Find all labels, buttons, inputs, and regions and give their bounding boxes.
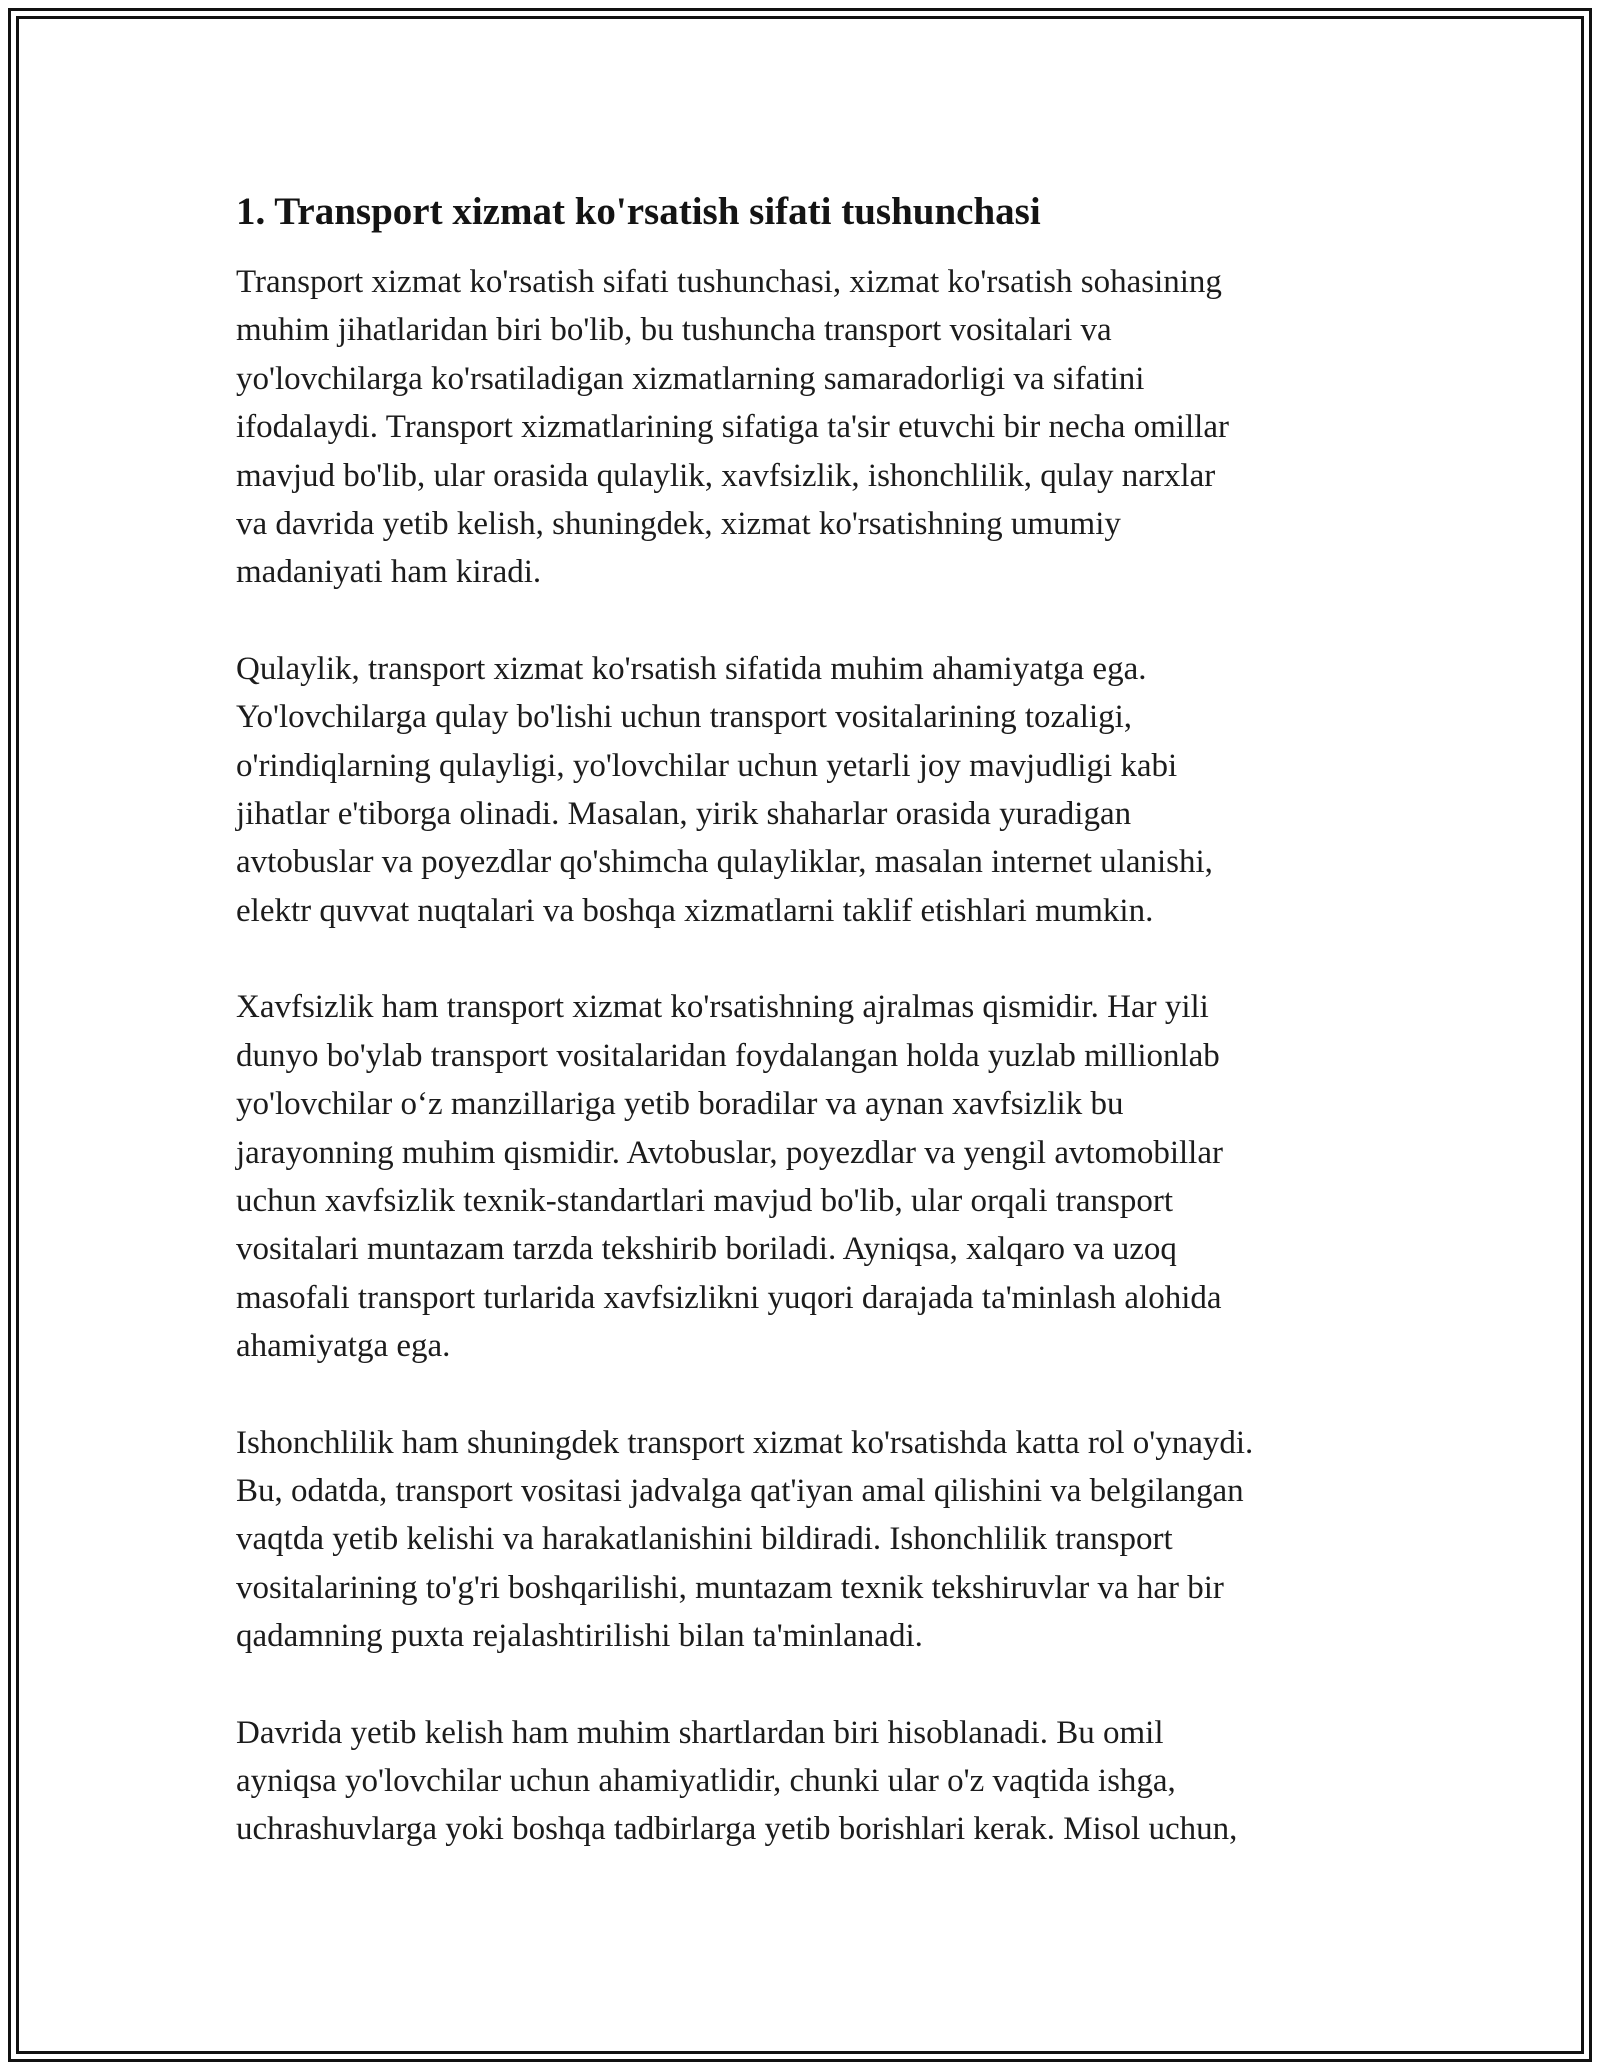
text-line: avtobuslar va poyezdlar qo'shimcha qulayliklar, masalan internet ulanishi, (236, 844, 1213, 881)
text-line: masofali transport turlarida xavfsizlikni yuqori darajada ta'minlash alohida (236, 1279, 1222, 1316)
text-line: muhim jihatlaridan biri bo'lib, bu tushuncha transport vositalari va (236, 312, 1112, 349)
text-line: Transport xizmat ko'rsatish sifati tushunchasi, xizmat ko'rsatish sohasining (236, 264, 1222, 300)
paragraph-punctuality (236, 1709, 1426, 1854)
text-line: ahamiyatga ega. (236, 1328, 451, 1365)
text-line: o'rindiqlarning qulayligi, yo'lovchilar uchun yetarli joy mavjudligi kabi (236, 747, 1178, 784)
section-heading: 1. Transport xizmat ko'rsatish sifati tushunchasi (236, 190, 1041, 233)
text-line: mavjud bo'lib, ular orasida qulaylik, xavfsizlik, ishonchlilik, qulay narxlar (236, 457, 1216, 494)
text-line: Qulaylik, transport xizmat ko'rsatish sifatida muhim ahamiyatga ega. (236, 650, 1147, 687)
text-line: uchrashuvlarga yoki boshqa tadbirlarga yetib borishlari kerak. Misol uchun, (236, 1811, 1238, 1848)
text-line: vaqtda yetib kelishi va harakatlanishini bildiradi. Ishonchlilik transport (236, 1521, 1173, 1558)
text-line: elektr quvvat nuqtalari va boshqa xizmatlarni taklif etishlari mumkin. (236, 892, 1154, 929)
text-line: uchun xavfsizlik texnik-standartlari mavjud bo'lib, ular orqali transport (236, 1182, 1174, 1219)
text-line: vositalarining to'g'ri boshqarilishi, muntazam texnik tekshiruvlar va har bir (236, 1569, 1224, 1606)
paragraph-definition (236, 258, 1426, 597)
text-line: vositalari muntazam tarzda tekshirib boriladi. Ayniqsa, xalqaro va uzoq (236, 1231, 1177, 1268)
document-body (236, 188, 1426, 1902)
text-line: Ishonchlilik ham shuningdek transport xizmat ko'rsatishda katta rol o'ynaydi. (236, 1424, 1254, 1461)
paragraph-safety (236, 983, 1426, 1370)
paragraph-reliability (236, 1419, 1426, 1661)
paragraph-comfort (236, 645, 1426, 935)
text-line: Davrida yetib kelish ham muhim shartlardan biri hisoblanadi. Bu omil (236, 1714, 1164, 1751)
text-line: ayniqsa yo'lovchilar uchun ahamiyatlidir, chunki ular o'z vaqtida ishga, (236, 1762, 1176, 1799)
text-line: yo'lovchilarga ko'rsatiladigan xizmatlarning samaradorligi va sifatini (236, 360, 1145, 397)
text-line: yo'lovchilar o‘z manzillariga yetib boradilar va aynan xavfsizlik bu (236, 1086, 1124, 1123)
text-line: jarayonning muhim qismidir. Avtobuslar, poyezdlar va yengil avtomobillar (236, 1134, 1223, 1171)
text-line: qadamning puxta rejalashtirilishi bilan ta'minlanadi. (236, 1618, 923, 1655)
text-line: Bu, odatda, transport vositasi jadvalga qat'iyan amal qilishini va belgilangan (236, 1472, 1244, 1509)
text-line: va davrida yetib kelish, shuningdek, xizmat ko'rsatishning umumiy (236, 506, 1121, 543)
text-line: ifodalaydi. Transport xizmatlarining sifatiga ta'sir etuvchi bir necha omillar (236, 409, 1229, 446)
text-line: Yo'lovchilarga qulay bo'lishi uchun transport vositalarining tozaligi, (236, 699, 1133, 736)
text-line: madaniyati ham kiradi. (236, 554, 542, 591)
text-line: dunyo bo'ylab transport vositalaridan foydalangan holda yuzlab millionlab (236, 1037, 1220, 1074)
text-line: Xavfsizlik ham transport xizmat ko'rsatishning ajralmas qismidir. Har yili (236, 989, 1209, 1026)
text-line: jihatlar e'tiborga olinadi. Masalan, yirik shaharlar orasida yuradigan (236, 796, 1132, 833)
